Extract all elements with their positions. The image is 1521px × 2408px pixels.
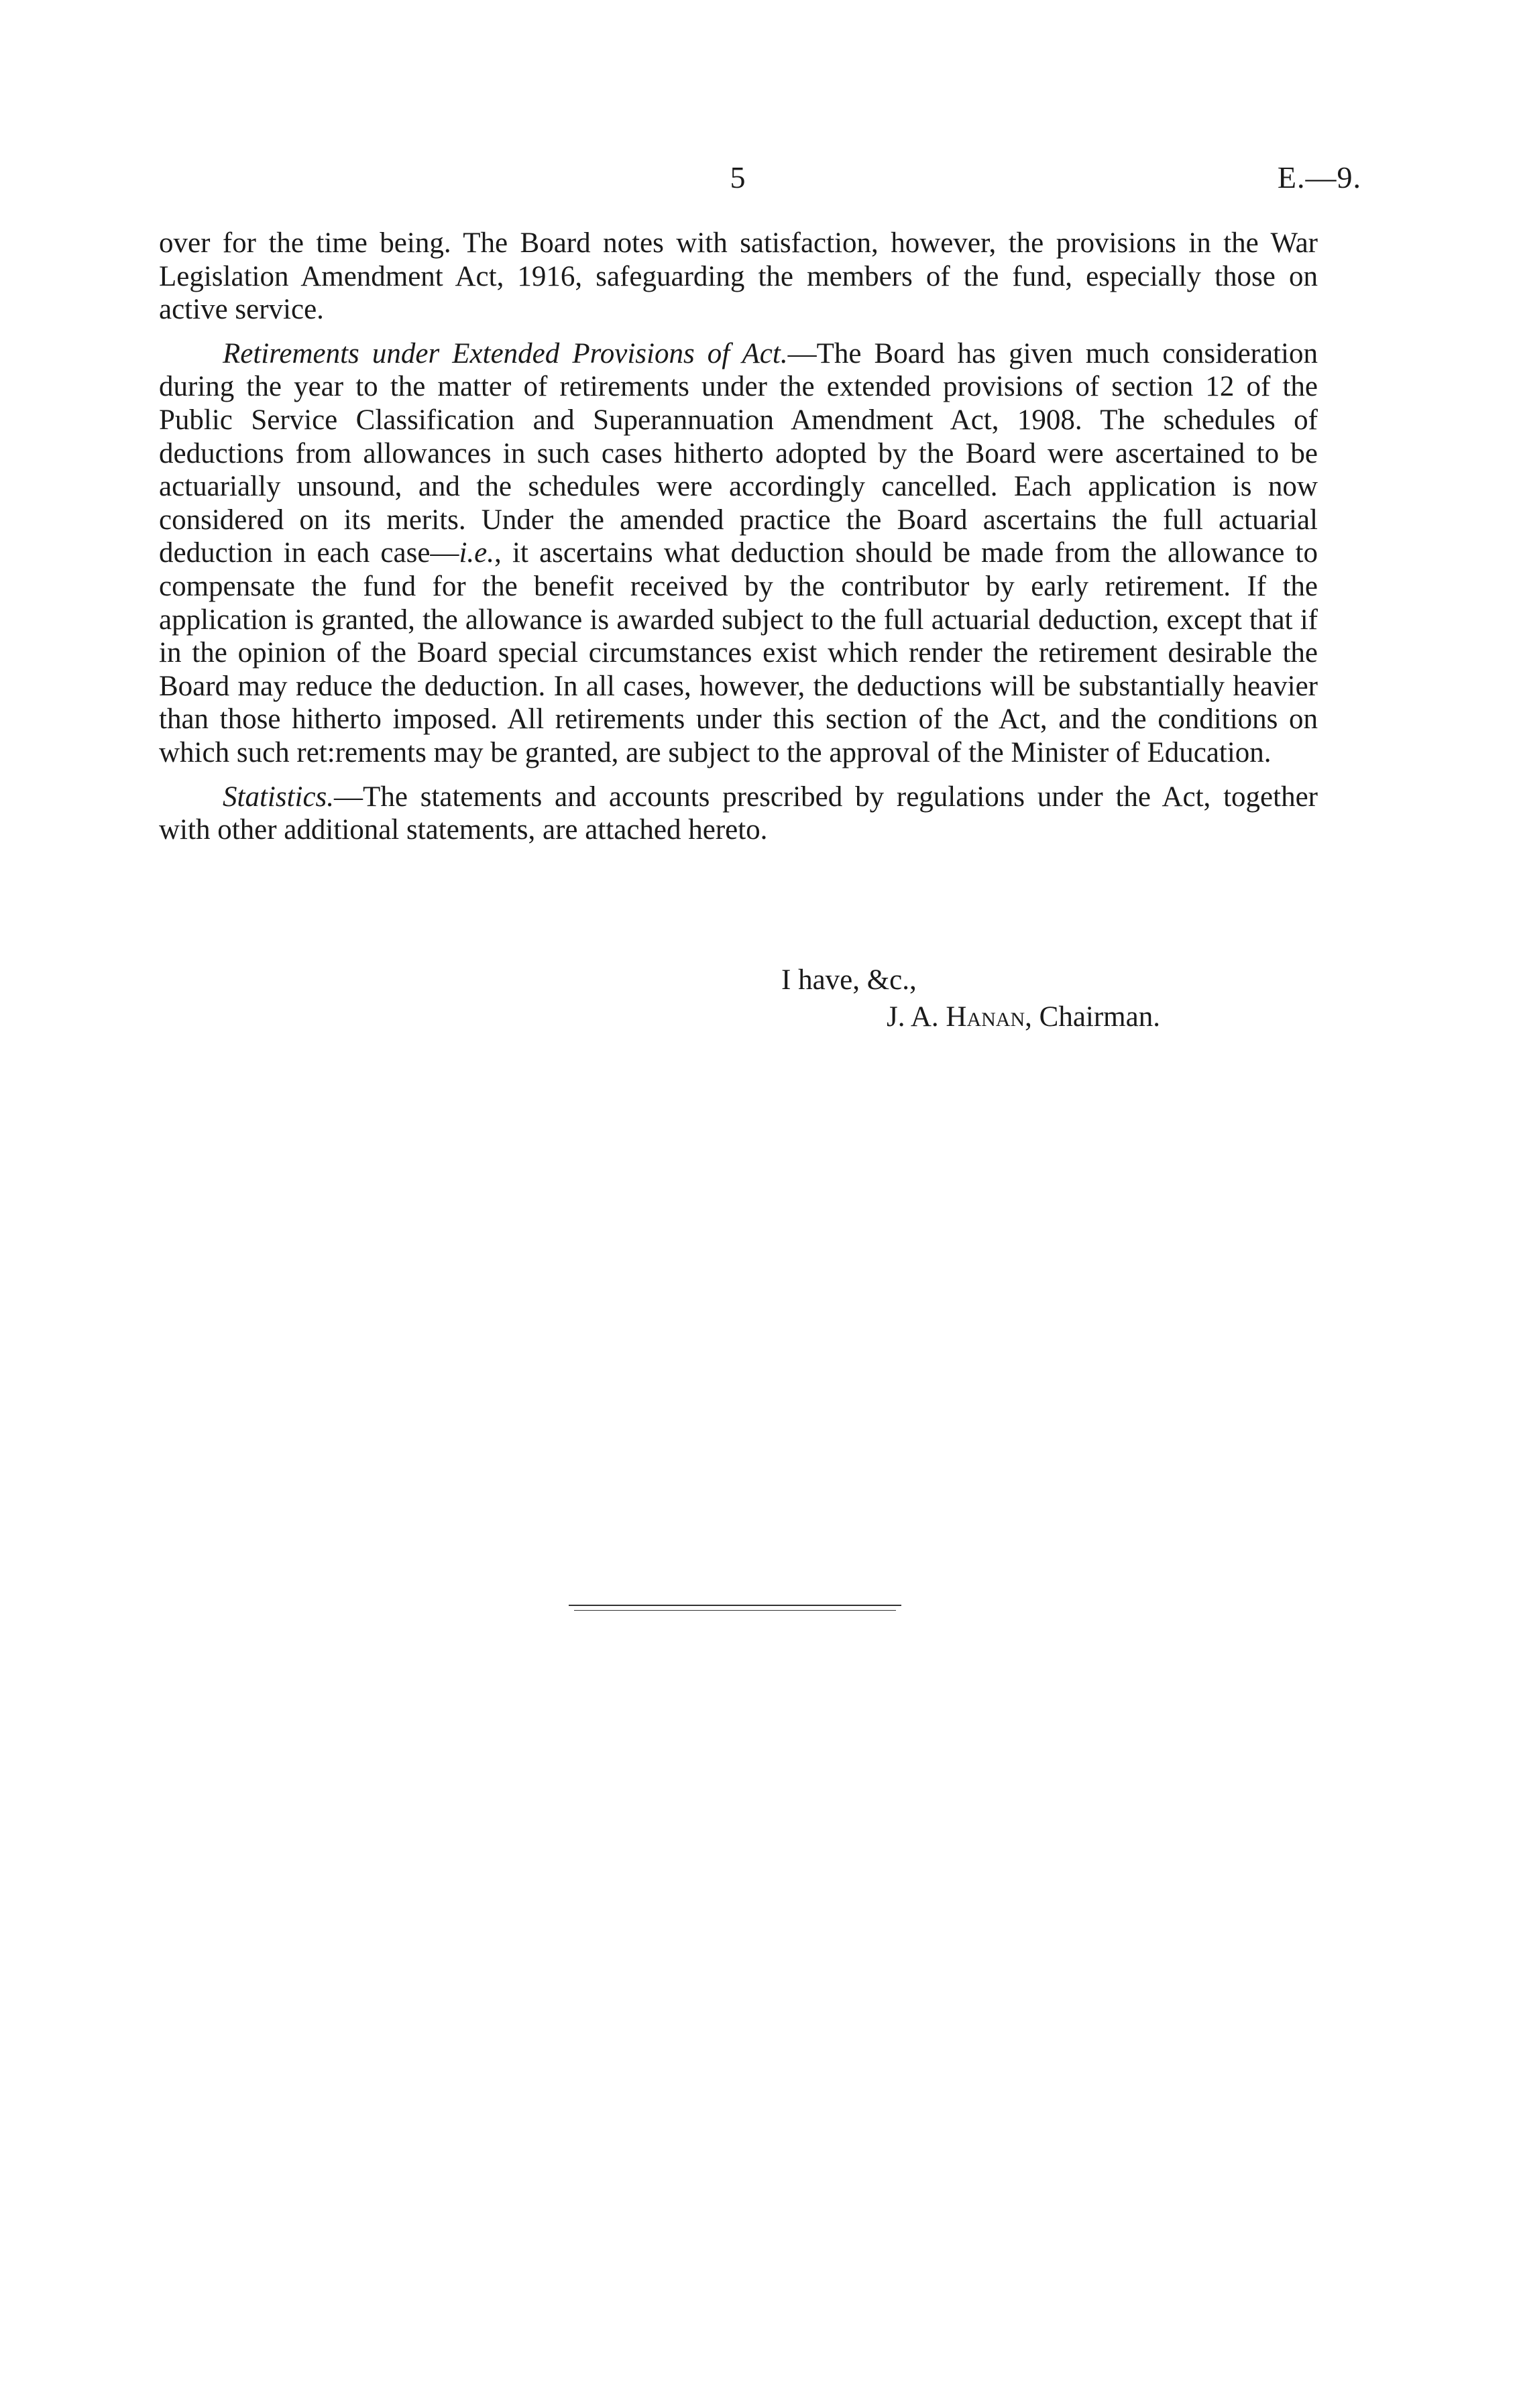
- retirements-heading: Retirements under Extended Provisions of Act.: [223, 337, 788, 369]
- body-text: [159, 227, 1318, 847]
- statistics-heading: Statistics.: [223, 781, 335, 813]
- paragraph-fund-continuation: [159, 227, 1318, 327]
- signature-line: [887, 999, 1160, 1035]
- paragraph-retirements: [159, 337, 1318, 770]
- page-number: 5: [730, 160, 746, 194]
- closing-salutation: I have, &c.,: [781, 964, 917, 996]
- signature-title: , Chairman.: [1025, 1001, 1160, 1033]
- paragraph-statistics: [159, 781, 1318, 847]
- section-divider: [569, 1605, 901, 1606]
- signature-initials: J. A.: [887, 1001, 939, 1033]
- ie-abbreviation: i.e.: [459, 537, 494, 569]
- paragraph-text: —The statements and accounts prescribed by regulations under the Act, together with other additional statements, are attached hereto.: [159, 781, 1318, 846]
- section-divider-secondary: [574, 1610, 896, 1611]
- paragraph-text-continued: , it ascertains what deduction should be made from the allowance to compensate the fund for the benefit received by the contributor by early retirement. If the application is granted, the allowance is awarded subject to the full actuarial deduction, except that if in the opinion of the Board special circumstances exist which render the retirement desirable the Board may reduce the deduction. In all cases, however, the deductions will be substantially heavier than those hitherto imposed. All retirements under this section of the Act, and the conditions on which such ret:rements may be granted, are subject to the approval of the Minister of Education.: [159, 537, 1318, 768]
- page-code: E.—9.: [1277, 160, 1361, 194]
- paragraph-text: over for the time being. The Board notes with satisfaction, however, the provisions in the War Legislation Amendment Act, 1916, safeguarding the members of the fund, especially those on active service.: [159, 227, 1318, 326]
- paragraph-text: —The Board has given much consideration during the year to the matter of retirements under the extended provisions of section 12 of the Public Service Classification and Superannuation Amendment Act, 1908. The schedules of deductions from allowances in such cases hitherto adopted by the Board were ascertained to be actuarially unsound, and the schedules were accordingly cancelled. Each application is now considered on its merits. Under the amended practice the Board ascertains the full actuarial deduction in each case—: [159, 337, 1318, 569]
- signature-surname: Hanan: [946, 1001, 1025, 1033]
